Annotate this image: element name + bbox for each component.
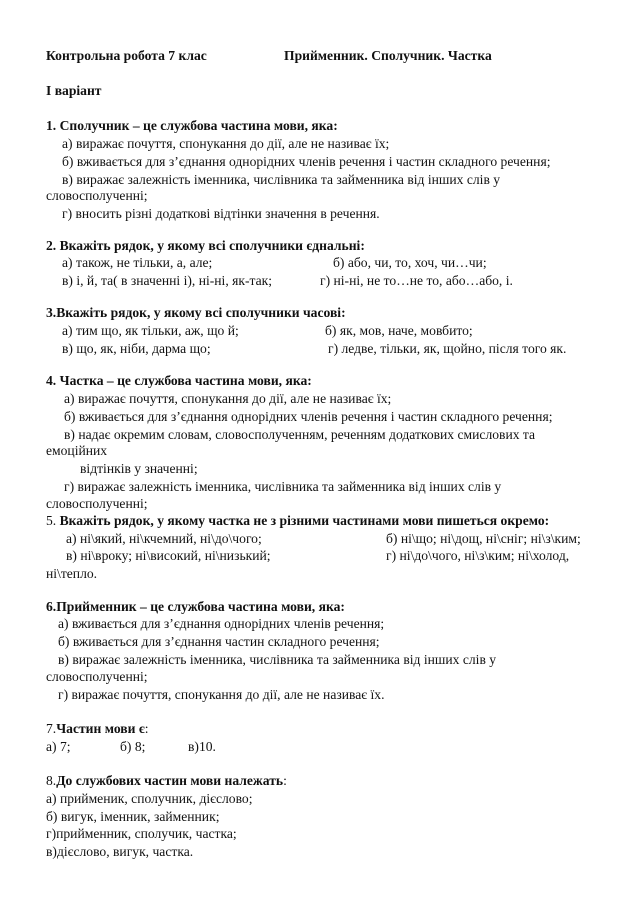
q8-option-b: б) вигук, іменник, займенник; <box>46 809 220 824</box>
q4-option-c-line1: в) надає окремим словам, словосполученням, реченням додаткових смислових та <box>64 427 536 442</box>
q5-option-d-line2: ні\тепло. <box>46 566 98 581</box>
q6-option-c-line2: словосполученні; <box>46 669 148 684</box>
q2-option-d: г) ні-ні, не то…не то, або…або, і. <box>320 273 513 288</box>
q4-option-b: б) вживається для з’єднання однорідних членів речення і частин складного речення; <box>64 409 553 424</box>
q5-option-a: а) ні\який, ні\кчемний, ні\до\чого; <box>66 531 262 546</box>
q7-number: 7. <box>46 721 57 736</box>
q3-option-a: а) тим що, як тільки, аж, що й; <box>62 323 239 338</box>
q7-title-text: Частин мови є <box>56 721 145 736</box>
q4-option-c-line3: відтінків у значенні; <box>80 461 198 476</box>
q5-title <box>46 512 549 530</box>
header-left: Контрольна робота 7 клас <box>46 48 207 63</box>
q4-option-d-line1: г) виражає залежність іменника, числівника та займенника від інших слів у <box>64 479 502 494</box>
q6-option-c-line1: в) виражає залежність іменника, числівника та займенника від інших слів у <box>58 652 497 667</box>
q6-title: 6.Прийменник – це службова частина мови, яка: <box>46 599 345 614</box>
q5-option-b: б) ні\що; ні\дощ, ні\сніг; ні\з\ким; <box>386 531 581 546</box>
q5-title-text: Вкажіть рядок, у якому частка не з різними частинами мови пишеться окремо: <box>59 513 550 528</box>
q1-option-a: а) виражає почуття, спонукання до дії, але не називає їх; <box>62 136 390 151</box>
q3-option-c: в) що, як, ніби, дарма що; <box>62 341 211 356</box>
q6-option-b: б) вживається для з’єднання частин складного речення; <box>58 634 380 649</box>
q8-option-a: а) прийменик, сполучник, дієслово; <box>46 791 253 806</box>
q1-title: 1. Сполучник – це службова частина мови, яка: <box>46 118 338 133</box>
q4-option-d-line2: словосполученні; <box>46 496 148 511</box>
q6-option-d: г) виражає почуття, спонукання до дії, але не називає їх. <box>58 687 385 702</box>
q4-option-a: а) виражає почуття, спонукання до дії, але не називає їх; <box>64 391 392 406</box>
q3-title: 3.Вкажіть рядок, у якому всі сполучники часові: <box>46 305 346 320</box>
q2-option-a: а) також, не тільки, а, але; <box>62 255 213 270</box>
q7-option-b: б) 8; <box>120 739 146 754</box>
q5-option-c: в) ні\вроку; ні\високий, ні\низький; <box>66 548 271 563</box>
q8-option-c: г)прийменник, сполучик, частка; <box>46 826 237 841</box>
q5-number: 5. <box>46 513 57 528</box>
q1-option-d: г) вносить різні додаткові відтінки значення в речення. <box>62 206 380 221</box>
q7-title <box>46 720 149 738</box>
variant-title: І варіант <box>46 83 102 98</box>
q8-title-text: До службових частин мови належать <box>56 773 284 788</box>
q8-colon: : <box>283 773 287 788</box>
q8-option-d: в)дієслово, вигук, частка. <box>46 844 194 859</box>
q7-colon: : <box>144 721 149 736</box>
q7-option-a: а) 7; <box>46 739 71 754</box>
q1-option-b: б) вживається для з’єднання однорідних членів речення і частин складного речення; <box>62 154 551 169</box>
q6-option-a: а) вживається для з’єднання однорідних членів речення; <box>58 616 385 631</box>
q2-option-c: в) і, й, та( в значенні і), ні-ні, як-так; <box>62 273 273 288</box>
q8-title <box>46 772 287 790</box>
q7-option-c: в)10. <box>188 739 216 754</box>
q5-option-d-line1: г) ні\до\чого, ні\з\ким; ні\холод, <box>386 548 570 563</box>
q8-number: 8. <box>46 773 57 788</box>
q2-option-b: б) або, чи, то, хоч, чи…чи; <box>333 255 487 270</box>
q2-title: 2. Вкажіть рядок, у якому всі сполучники єднальні: <box>46 238 365 253</box>
q3-option-b: б) як, мов, наче, мовбито; <box>325 323 473 338</box>
q1-option-c-line2: словосполученні; <box>46 188 148 203</box>
q3-option-d: г) ледве, тільки, як, щойно, після того як. <box>328 341 567 356</box>
q4-option-c-line2: емоційних <box>46 443 108 458</box>
header-right: Прийменник. Сполучник. Частка <box>284 48 492 63</box>
q1-option-c-line1: в) виражає залежність іменника, числівника та займенника від інших слів у <box>62 172 501 187</box>
q4-title: 4. Частка – це службова частина мови, яка: <box>46 373 312 388</box>
